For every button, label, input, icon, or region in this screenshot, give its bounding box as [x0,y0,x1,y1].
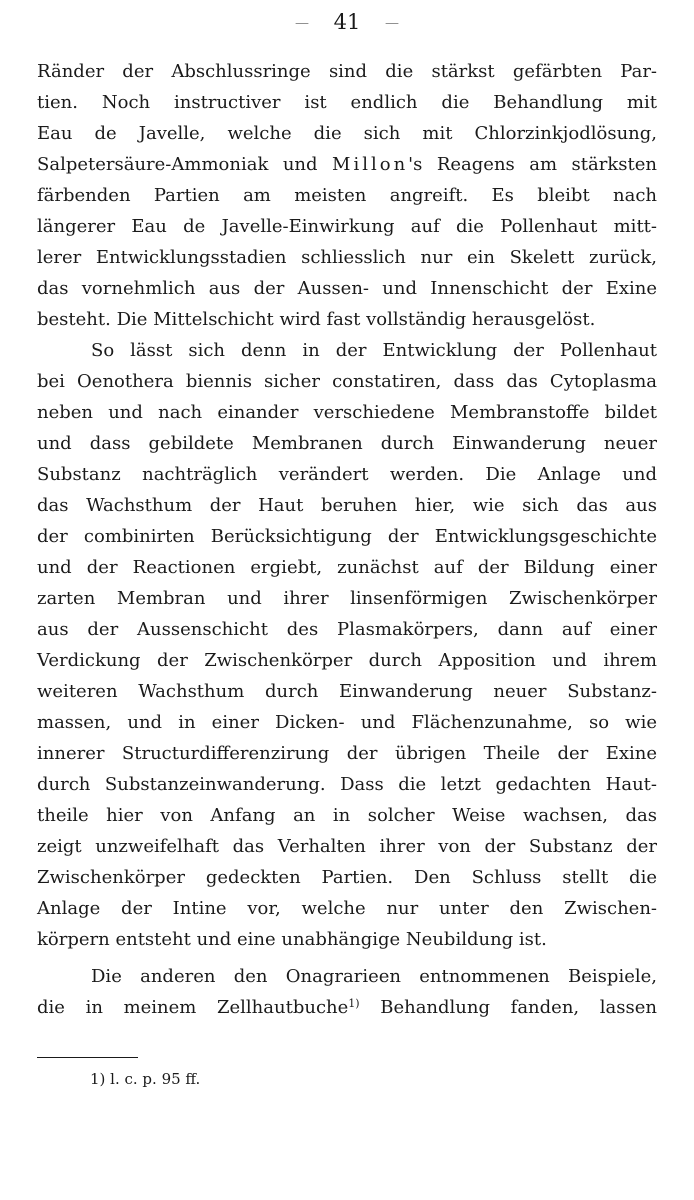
page-number-header [0,10,694,36]
text-segment: Behandlung fanden, lassen [359,997,657,1018]
author-name-spaced: Millon [332,154,409,175]
footnote: 1) l. c. p. 95 ff. [90,1070,201,1088]
text-line: das Wachsthum der Haut beruhen hier, wie sich das aus [37,495,657,516]
header-dash-left: — [294,15,309,32]
text-line: lerer Entwicklungsstadien schliesslich nur ein Skelett zurück, [37,247,657,268]
text-line [37,149,657,180]
text-line: durch Substanzeinwanderung. Dass die letzt gedachten Haut- [37,774,657,795]
text-line: zeigt unzweifelhaft das Verhalten ihrer von der Substanz der [37,836,657,857]
text-line: Zwischenkörper gedeckten Partien. Den Schluss stellt die [37,867,657,888]
text-segment: 's Reagens am stärksten [408,154,657,175]
page-number: 41 [333,10,361,34]
text-line: Anlage der Intine vor, welche nur unter den Zwischen- [37,898,657,919]
text-line: massen, und in einer Dicken- und Flächenzunahme, so wie [37,712,657,733]
text-line: körpern entsteht und eine unabhängige Neubildung ist. [37,929,547,950]
footnote-divider [37,1057,138,1058]
text-line: und der Reactionen ergiebt, zunächst auf der Bildung einer [37,557,657,578]
text-line: bei Oenothera biennis sicher constatiren, dass das Cytoplasma [37,371,657,392]
text-line: Substanz nachträglich verändert werden. Die Anlage und [37,464,657,485]
text-line: Die anderen den Onagrarieen entnommenen Beispiele, [91,966,657,987]
body-text [37,56,657,1023]
text-segment: die in meinem Zellhautbuche [37,997,349,1018]
text-line: Verdickung der Zwischenkörper durch Apposition und ihrem [37,650,657,671]
text-line: tien. Noch instructiver ist endlich die Behandlung mit [37,92,657,113]
text-line: das vornehmlich aus der Aussen- und Innenschicht der Exine [37,278,657,299]
text-line: zarten Membran und ihrer linsenförmigen Zwischenkörper [37,588,657,609]
text-line: Ränder der Abschlussringe sind die stärkst gefärbten Par- [37,61,657,82]
text-segment: Salpetersäure-Ammoniak und [37,154,318,175]
footnote-reference: 1) [348,997,360,1010]
text-line [37,992,657,1023]
text-line: theile hier von Anfang an in solcher Weise wachsen, das [37,805,657,826]
text-line: aus der Aussenschicht des Plasmakörpers, dann auf einer [37,619,657,640]
header-dash-right: — [385,15,400,32]
text-line: längerer Eau de Javelle-Einwirkung auf die Pollenhaut mitt- [37,216,657,237]
text-line: Eau de Javelle, welche die sich mit Chlorzinkjodlösung, [37,123,657,144]
text-line: der combinirten Berücksichtigung der Entwicklungsgeschichte [37,526,657,547]
text-line: So lässt sich denn in der Entwicklung der Pollenhaut [91,340,657,361]
text-line: innerer Structurdifferenzirung der übrigen Theile der Exine [37,743,657,764]
text-line: und dass gebildete Membranen durch Einwanderung neuer [37,433,657,454]
text-line: färbenden Partien am meisten angreift. Es bleibt nach [37,185,657,206]
text-line: weiteren Wachsthum durch Einwanderung neuer Substanz- [37,681,657,702]
text-line: neben und nach einander verschiedene Membranstoffe bildet [37,402,657,423]
text-line: besteht. Die Mittelschicht wird fast vollständig herausgelöst. [37,309,596,330]
